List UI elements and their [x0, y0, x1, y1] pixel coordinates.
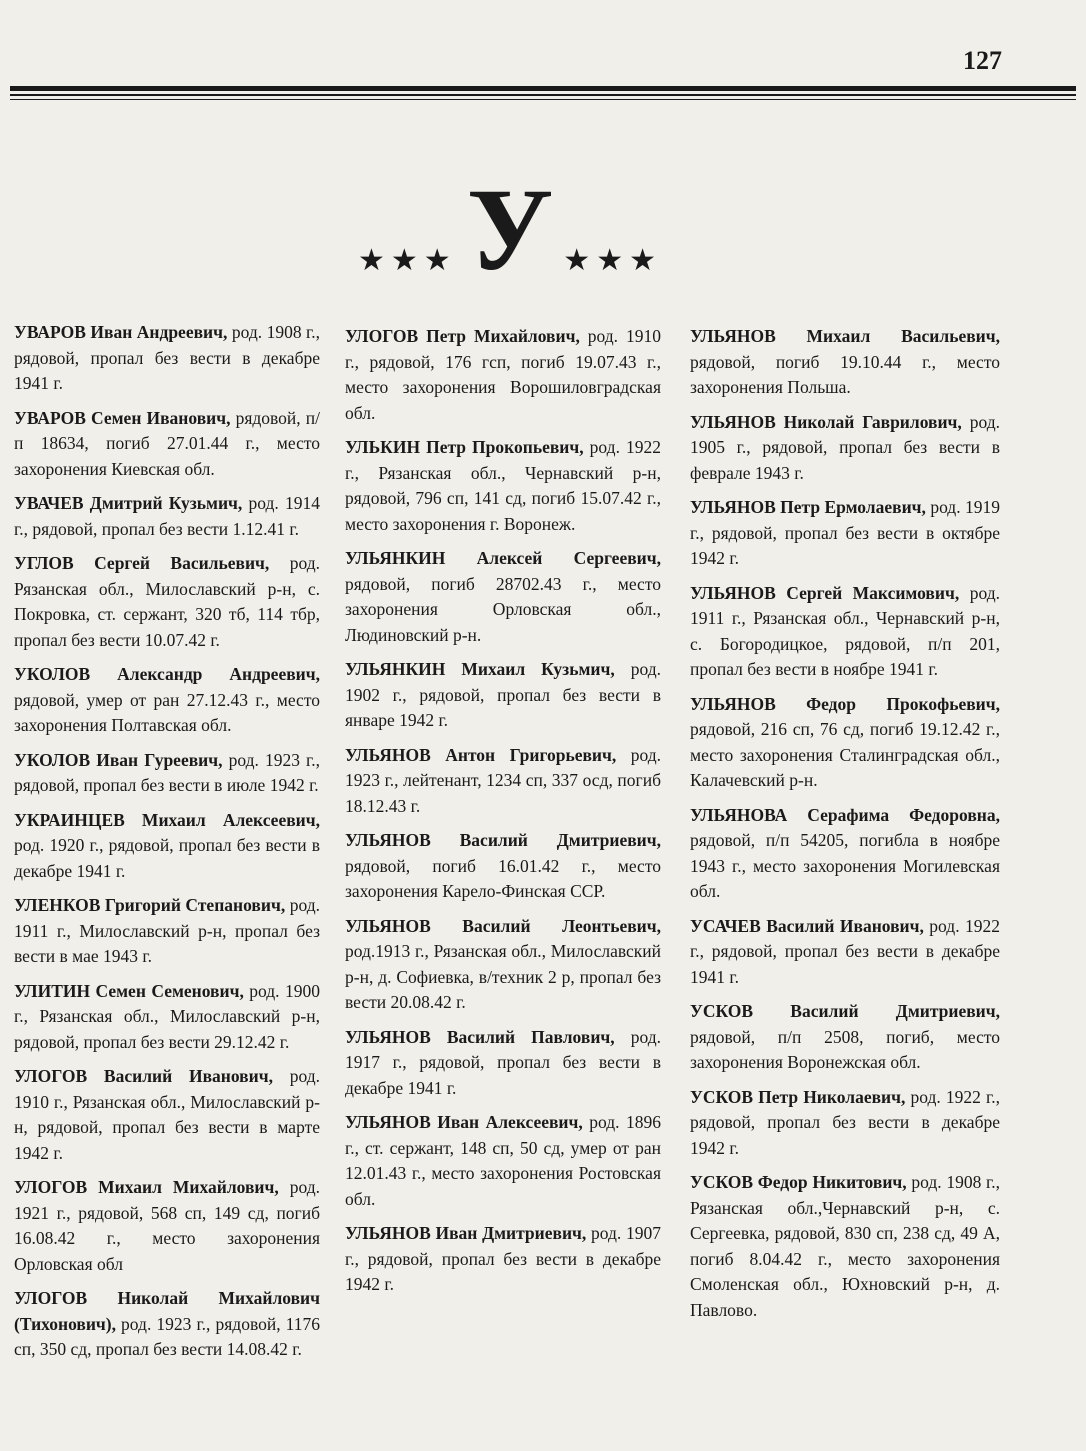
list-entry [690, 410, 1000, 487]
list-entry [345, 435, 661, 537]
header-rule-thick [10, 86, 1076, 91]
list-entry [690, 803, 1000, 905]
list-entry [690, 914, 1000, 991]
entry-details: род. 1911 г., Рязанская обл., Чернавский р-н, с. Богородицкое, рядовой, п/п 201, пропал без вести в ноябре 1941 г. [690, 582, 1000, 679]
list-entry [14, 893, 320, 970]
entry-details: рядовой, умер от ран 27.12.43 г., место захоронения Полтавская обл. [14, 689, 320, 735]
entry-name: УЛЬЯНОВ Антон Григорьевич, [345, 744, 617, 765]
entry-name: УЛЬЯНОВ Сергей Максимович, [690, 582, 960, 603]
entry-name: УЛЬЯНОВ Василий Леонтьевич, [345, 915, 661, 936]
list-entry [690, 999, 1000, 1076]
entry-details: род. 1900 г., Рязанская обл., Милославский р-н, рядовой, пропал без вести 29.12.42 г. [14, 980, 320, 1052]
entry-name: УВАЧЕВ Дмитрий Кузьмич, [14, 493, 243, 513]
entry-details: род. 1921 г., рядовой, 568 сп, 149 сд, погиб 16.08.42 г., место захоронения Орловская обл [14, 1177, 320, 1274]
list-entry [690, 324, 1000, 401]
entry-details: рядовой, п/п 2508, погиб, место захоронения Воронежская обл. [690, 1026, 1000, 1072]
list-entry [690, 1085, 1000, 1162]
list-entry [14, 1064, 320, 1166]
entry-details: род. 1920 г., рядовой, пропал без вести в декабре 1941 г. [14, 835, 320, 881]
entry-details: рядовой, 216 сп, 76 сд, погиб 19.12.42 г., место захоронения Сталинградская обл., Калачевский р-н. [690, 719, 1000, 790]
entry-details: рядовой, погиб 28702.43 г., место захоронения Орловская обл., Людиновский р-н. [345, 573, 661, 645]
entry-details: род. 1907 г., рядовой, пропал без вести в декабре 1942 г. [345, 1223, 662, 1294]
list-entry [14, 979, 320, 1056]
entry-name: УЛОГОВ Николай Михайлович (Тихонович), [14, 1288, 320, 1334]
list-entry [14, 748, 320, 799]
list-entry [345, 546, 661, 648]
entry-name: УВАРОВ Семен Иванович, [14, 407, 231, 428]
column-2 [345, 324, 661, 1307]
entry-details: род. 1923 г., рядовой, пропал без вести в июле 1942 г. [14, 749, 320, 795]
entry-name: УСАЧЕВ Василий Иванович, [690, 915, 924, 936]
column-1 [14, 320, 320, 1372]
entry-name: УКОЛОВ Александр Андреевич, [14, 664, 320, 684]
entry-details: род. 1910 г., Рязанская обл., Милославский р-н, рядовой, пропал без вести в марте 1942 г. [14, 1066, 320, 1163]
list-entry [14, 320, 320, 397]
star-ornament-left-icon: ★★★ [358, 244, 457, 277]
entry-name: УЛЬЯНКИН Михаил Кузьмич, [345, 659, 615, 679]
entry-name: УСКОВ Федор Никитович, [690, 1172, 907, 1192]
header-rule-medium [10, 94, 1076, 96]
section-heading [345, 164, 675, 295]
entry-name: УЛЬЯНОВ Иван Алексеевич, [345, 1112, 583, 1132]
list-entry [345, 914, 661, 1016]
entry-details: рядовой, п/п 54205, погибла в ноябре 1943 г., место захоронения Могилевская обл. [690, 830, 1000, 901]
entry-details: род. 1914 г., рядовой, пропал без вести 1.12.41 г. [14, 493, 320, 539]
entry-details: рядовой, п/п 18634, погиб 27.01.44 г., место захоронения Киевская обл. [14, 407, 320, 479]
entry-details: род.1913 г., Рязанская обл., Милославский р-н, д. Софиевка, в/техник 2 р, пропал без вести 20.08.42 г. [345, 941, 661, 1012]
entry-details: род. 1922 г., рядовой, пропал без вести в декабре 1942 г. [690, 1086, 1001, 1158]
entry-name: УЛЬЯНОВ Петр Ермолаевич, [690, 497, 926, 517]
list-entry [690, 692, 1000, 794]
list-entry [14, 662, 320, 739]
list-entry [14, 551, 320, 653]
entry-name: УЛЬЯНОВ Федор Прокофьевич, [690, 693, 1000, 714]
header-rule-thin [10, 99, 1076, 100]
list-entry [690, 581, 1000, 683]
entry-details: род. 1923 г., рядовой, 1176 сп, 350 сд, пропал без вести 14.08.42 г. [14, 1313, 320, 1359]
list-entry [14, 1175, 320, 1277]
list-entry [14, 1286, 320, 1363]
list-entry [345, 657, 661, 734]
entry-name: УЛЬКИН Петр Прокопьевич, [345, 437, 584, 457]
entry-name: УКРАИНЦЕВ Михаил Алексеевич, [14, 809, 320, 830]
entry-name: УЛЬЯНОВА Серафима Федоровна, [690, 804, 1000, 825]
entry-details: род. 1919 г., рядовой, пропал без вести в октябре 1942 г. [690, 497, 1000, 568]
list-entry [345, 1221, 661, 1298]
entry-name: УГЛОВ Сергей Васильевич, [14, 553, 270, 573]
entry-details: рядовой, погиб 16.01.42 г., место захоронения Карело-Финская ССР. [345, 855, 661, 901]
entry-name: УЛОГОВ Петр Михайлович, [345, 326, 580, 346]
entry-name: УЛЬЯНОВ Михаил Васильевич, [690, 326, 1000, 346]
list-entry [345, 1110, 661, 1212]
list-entry [690, 495, 1000, 572]
entry-details: род. 1908 г., рядовой, пропал без вести в декабре 1941 г. [14, 322, 321, 393]
entry-name: УКОЛОВ Иван Гуреевич, [14, 749, 223, 770]
entry-name: УВАРОВ Иван Андреевич, [14, 322, 228, 342]
entry-name: УЛЬЯНОВ Николай Гаврилович, [690, 411, 962, 432]
entry-name: УЛОГОВ Михаил Михайлович, [14, 1177, 279, 1197]
section-letter: У [466, 164, 554, 295]
entry-details: род. 1911 г., Милославский р-н, пропал без вести в мае 1943 г. [14, 895, 321, 966]
entry-name: УЛЬЯНОВ Иван Дмитриевич, [345, 1223, 587, 1243]
entry-name: УСКОВ Петр Николаевич, [690, 1086, 906, 1107]
entry-details: род. 1923 г., лейтенант, 1234 сп, 337 осд, погиб 18.12.43 г. [345, 744, 661, 816]
entry-name: УЛЬЯНОВ Василий Дмитриевич, [345, 830, 661, 850]
entry-name: УСКОВ Василий Дмитриевич, [690, 1001, 1000, 1021]
entry-name: УЛЬЯНОВ Василий Павлович, [345, 1026, 615, 1047]
entry-details: род. 1910 г., рядовой, 176 гсп, погиб 19.07.43 г., место захоронения Ворошиловградская обл. [345, 326, 661, 423]
list-entry [345, 743, 661, 820]
entry-name: УЛИТИН Семен Семенович, [14, 980, 244, 1001]
list-entry [345, 1025, 661, 1102]
list-entry [14, 406, 320, 483]
entry-details: род. 1908 г., Рязанская обл.,Чернавский р-н, с. Сергеевка, рядовой, 830 сп, 238 сд, 49 А, погиб 8.04.42 г., место захоронения Смоленская обл., Юхновский р-н, д. Павлово. [690, 1172, 1000, 1320]
list-entry [690, 1170, 1000, 1323]
list-entry [14, 808, 320, 885]
entry-details: род. 1905 г., рядовой, пропал без вести в феврале 1943 г. [690, 411, 1000, 483]
entry-details: род. Рязанская обл., Милославский р-н, с. Покровка, ст. сержант, 320 тб, 114 тбр, пропал без вести 10.07.42 г. [14, 553, 320, 650]
entry-details: род. 1922 г., рядовой, пропал без вести в декабре 1941 г. [690, 915, 1000, 987]
entry-details: род. 1902 г., рядовой, пропал без вести в январе 1942 г. [345, 659, 662, 730]
entry-details: рядовой, погиб 19.10.44 г., место захоронения Польша. [690, 351, 1000, 397]
column-3 [690, 324, 1000, 1332]
list-entry [345, 828, 661, 905]
entry-name: УЛЬЯНКИН Алексей Сергеевич, [345, 548, 661, 568]
entry-details: род. 1896 г., ст. сержант, 148 сп, 50 сд, умер от ран 12.01.43 г., место захоронения Ростовская обл. [345, 1112, 661, 1209]
entry-details: род. 1917 г., рядовой, пропал без вести в декабре 1941 г. [345, 1026, 662, 1098]
entry-details: род. 1922 г., Рязанская обл., Чернавский р-н, рядовой, 796 сп, 141 сд, погиб 15.07.42 г., место захоронения г. Воронеж. [345, 437, 661, 534]
list-entry [14, 491, 320, 542]
star-ornament-right-icon: ★★★ [563, 244, 662, 277]
page-number: 127 [963, 46, 1002, 75]
list-entry [345, 324, 661, 426]
entry-name: УЛЕНКОВ Григорий Степанович, [14, 895, 286, 915]
entry-name: УЛОГОВ Василий Иванович, [14, 1066, 273, 1086]
